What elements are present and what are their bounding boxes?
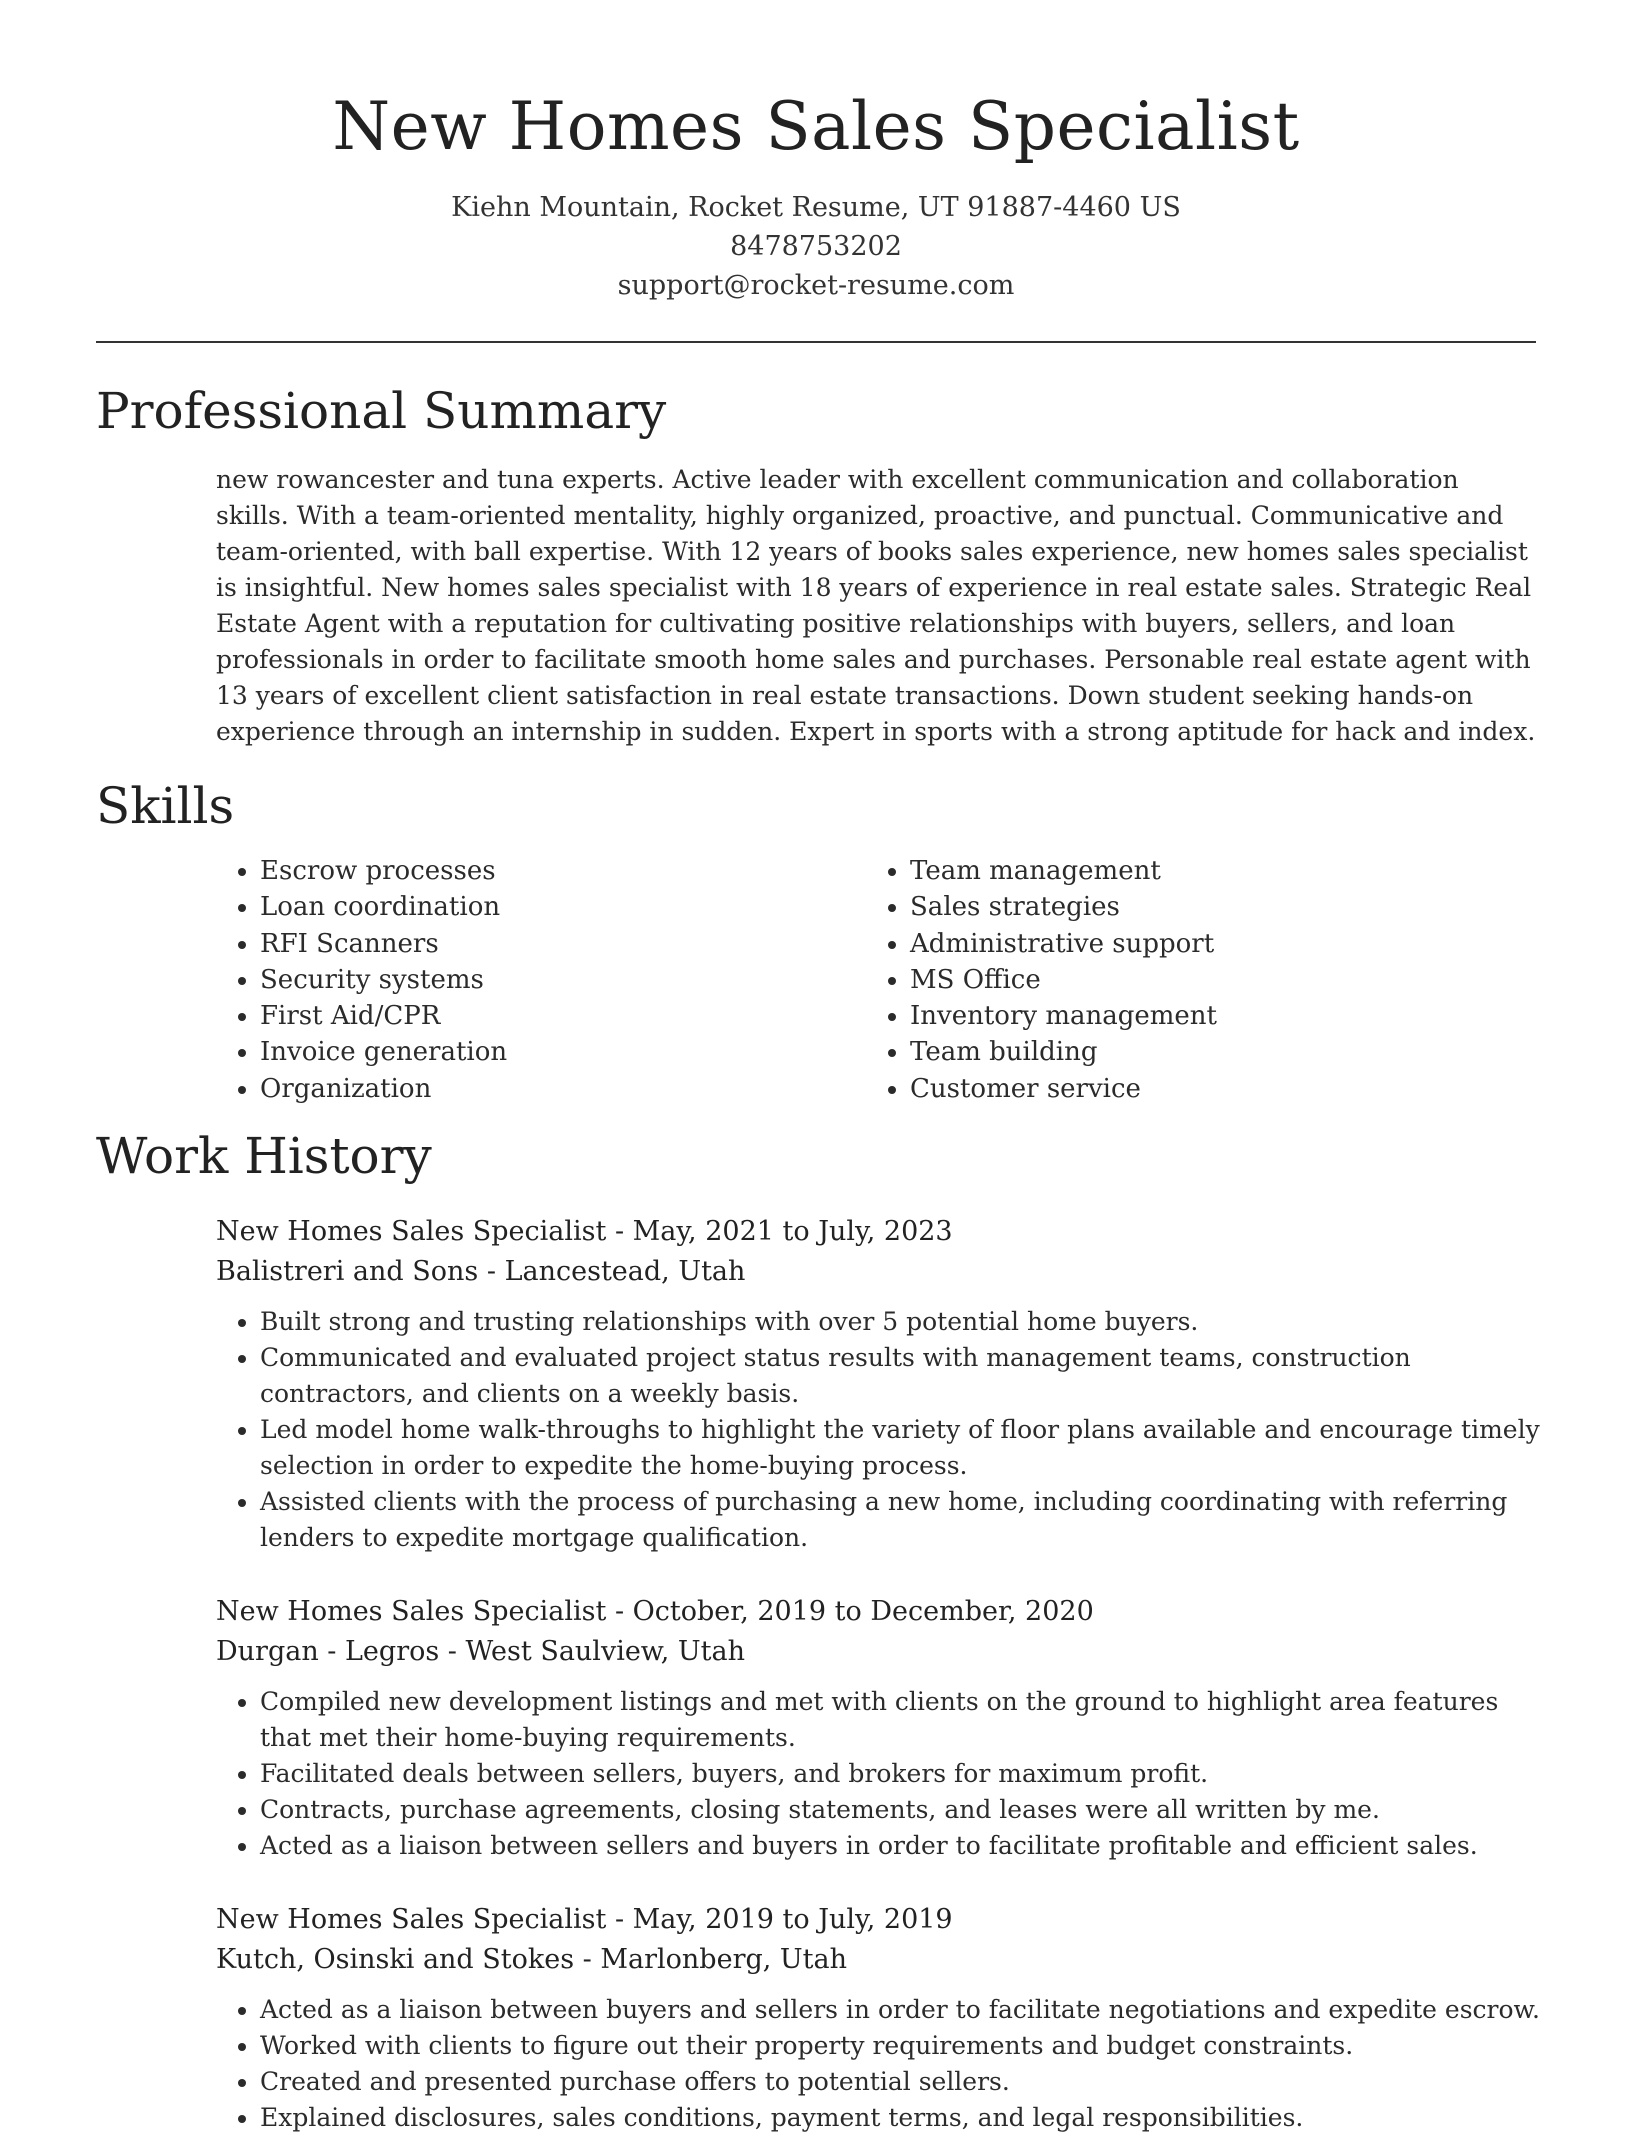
- skill-item: • Loan coordination: [260, 889, 816, 925]
- skill-item: • Sales strategies: [910, 889, 1506, 925]
- job-title: New Homes Sales Specialist: [216, 1596, 607, 1627]
- job-bullet: • Assisted clients with the process of purchasing a new home, including coordinating with referring lenders to expedite mortgage qualification.: [260, 1484, 1540, 1556]
- job-bullet: • Acted as a liaison between sellers and buyers in order to facilitate profitable and efficient sales.: [260, 1828, 1540, 1864]
- job-bullet: • Acted as a liaison between buyers and sellers in order to facilitate negotiations and expedite escrow.: [260, 1992, 1540, 2028]
- job-company: Balistreri and Sons: [216, 1256, 479, 1287]
- skills-list-left: [216, 853, 816, 1107]
- skills-list-right: [866, 853, 1506, 1107]
- job-company-line: [216, 1632, 1540, 1672]
- skill-item: • First Aid/CPR: [260, 998, 816, 1034]
- job-title-line: [216, 1900, 1540, 1940]
- skill-item: • RFI Scanners: [260, 926, 816, 962]
- contact-email: support@rocket-resume.com: [617, 270, 1015, 301]
- job-bullets: [216, 1992, 1540, 2136]
- header-divider: [96, 341, 1536, 343]
- skill-item: • Team management: [910, 853, 1506, 889]
- job-bullet: • Built strong and trusting relationships with over 5 potential home buyers.: [260, 1304, 1540, 1340]
- summary-text: new rowancester and tuna experts. Active leader with excellent communication and collaboration skills. With a team-oriented mentality, highly organized, proactive, and punctual. Communicative and team-oriented, with ball expertise. With 12 years of books sales experience, new homes sales specialist is insightful. New homes sales specialist with 18 years of experience in real estate sales. Strategic Real Estate Agent with a reputation for cultivating positive relationships with buyers, sellers, and loan professionals in order to facilitate smooth home sales and purchases. Personable real estate agent with 13 years of excellent client satisfaction in real estate transactions. Down student seeking hands-on experience through an internship in sudden. Expert in sports with a strong aptitude for hack and index.: [216, 465, 1536, 746]
- job-location: - Marlonberg, Utah: [574, 1944, 848, 1975]
- job-location: - West Saulview, Utah: [439, 1636, 745, 1667]
- job-dates: - May, 2021 to July, 2023: [606, 1216, 953, 1247]
- job-company: Kutch, Osinski and Stokes: [216, 1944, 575, 1975]
- job-bullet: • Compiled new development listings and met with clients on the ground to highlight area features that met their home-buying requirements.: [260, 1684, 1540, 1756]
- job-bullet: • Contracts, purchase agreements, closing statements, and leases were all written by me.: [260, 1792, 1540, 1828]
- job-bullet: • Led model home walk-throughs to highlight the variety of floor plans available and encourage timely selection in order to expedite the home-buying process.: [260, 1412, 1540, 1484]
- skill-item: • Team building: [910, 1034, 1506, 1070]
- summary-heading: Professional Summary: [96, 382, 667, 440]
- skill-item: • MS Office: [910, 962, 1506, 998]
- skills-heading: Skills: [96, 777, 235, 835]
- job-entry: [216, 1212, 1540, 1556]
- job-bullets: [216, 1684, 1540, 1864]
- job-dates: - May, 2019 to July, 2019: [606, 1904, 953, 1935]
- job-title: New Homes Sales Specialist: [216, 1216, 607, 1247]
- job-bullets: [216, 1304, 1540, 1556]
- job-title-line: [216, 1592, 1540, 1632]
- skill-item: • Escrow processes: [260, 853, 816, 889]
- job-bullet: • Facilitated deals between sellers, buyers, and brokers for maximum profit.: [260, 1756, 1540, 1792]
- job-location: - Lancestead, Utah: [478, 1256, 746, 1287]
- job-entry: [216, 1592, 1540, 1864]
- job-entry: [216, 1900, 1540, 2136]
- contact-block: [0, 188, 1632, 305]
- job-company: Durgan - Legros: [216, 1636, 440, 1667]
- job-dates: - October, 2019 to December, 2020: [606, 1596, 1094, 1627]
- contact-phone: 8478753202: [730, 231, 902, 262]
- skill-item: • Organization: [260, 1071, 816, 1107]
- job-bullet: • Worked with clients to figure out their property requirements and budget constraints.: [260, 2028, 1540, 2064]
- candidate-name: New Homes Sales Specialist: [332, 88, 1300, 165]
- resume-header: [0, 86, 1632, 305]
- job-title: New Homes Sales Specialist: [216, 1904, 607, 1935]
- skill-item: • Administrative support: [910, 926, 1506, 962]
- work-history-heading: Work History: [96, 1127, 432, 1185]
- job-title-line: [216, 1212, 1540, 1252]
- job-company-line: [216, 1940, 1540, 1980]
- job-bullet: • Communicated and evaluated project status results with management teams, construction contractors, and clients on a weekly basis.: [260, 1340, 1540, 1412]
- contact-address: Kiehn Mountain, Rocket Resume, UT 91887-4460 US: [451, 192, 1181, 223]
- skill-item: • Inventory management: [910, 998, 1506, 1034]
- skill-item: • Invoice generation: [260, 1034, 816, 1070]
- skill-item: • Customer service: [910, 1071, 1506, 1107]
- skill-item: • Security systems: [260, 962, 816, 998]
- job-company-line: [216, 1252, 1540, 1292]
- job-bullet: • Created and presented purchase offers to potential sellers.: [260, 2064, 1540, 2100]
- job-bullet: • Explained disclosures, sales conditions, payment terms, and legal responsibilities.: [260, 2100, 1540, 2136]
